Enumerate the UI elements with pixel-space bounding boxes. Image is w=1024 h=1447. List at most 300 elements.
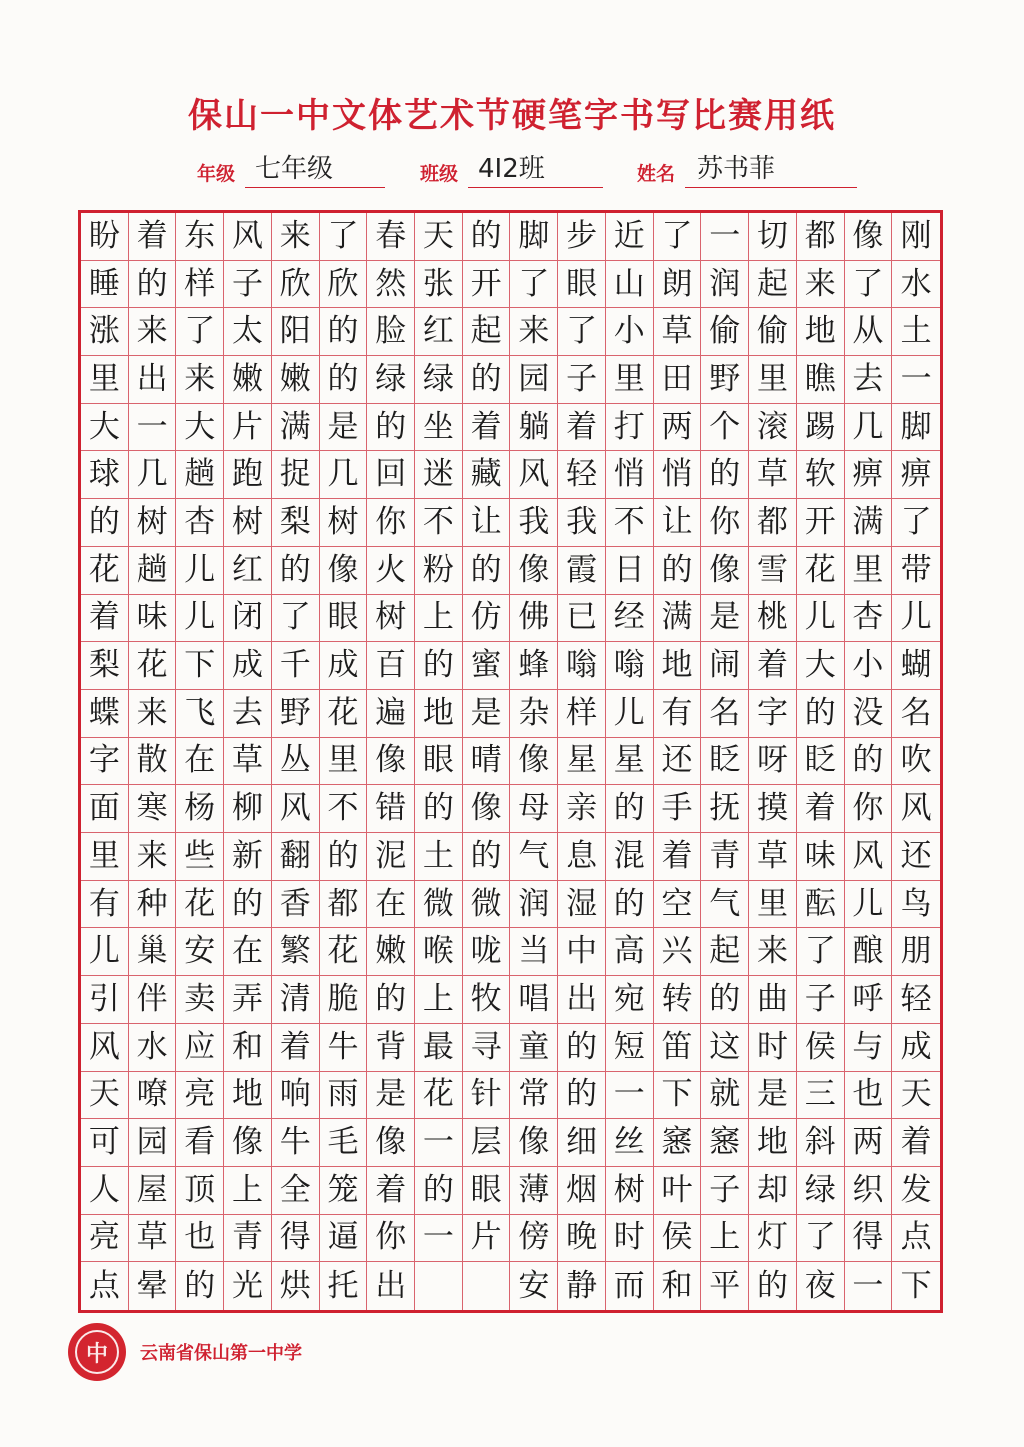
grid-cell: 笛 xyxy=(654,1024,702,1072)
grid-cell: 开 xyxy=(797,499,845,547)
grid-cell: 喉 xyxy=(415,928,463,976)
grid-cell: 微 xyxy=(415,881,463,929)
grid-cell: 托 xyxy=(320,1262,368,1310)
grid-cell: 短 xyxy=(606,1024,654,1072)
grid-cell: 曲 xyxy=(749,976,797,1024)
grid-cell: 眼 xyxy=(558,261,606,309)
grid-cell: 一 xyxy=(845,1262,893,1310)
grid-cell: 野 xyxy=(272,690,320,738)
grid-cell: 花 xyxy=(320,690,368,738)
grid-cell: 是 xyxy=(749,1072,797,1120)
grid-cell: 烟 xyxy=(558,1167,606,1215)
grid-cell: 点 xyxy=(81,1262,129,1310)
grid-cell: 一 xyxy=(701,213,749,261)
grid-cell: 当 xyxy=(510,928,558,976)
grid-cell: 了 xyxy=(797,1215,845,1263)
grid-cell: 酿 xyxy=(845,928,893,976)
grid-cell: 宛 xyxy=(606,976,654,1024)
grid-cell: 星 xyxy=(606,738,654,786)
grid-cell: 背 xyxy=(367,1024,415,1072)
grid-cell: 天 xyxy=(415,213,463,261)
grid-cell: 风 xyxy=(892,785,940,833)
grid-cell: 朋 xyxy=(892,928,940,976)
grid-cell: 和 xyxy=(224,1024,272,1072)
grid-cell: 蝶 xyxy=(81,690,129,738)
grid-cell: 平 xyxy=(701,1262,749,1310)
grid-cell: 近 xyxy=(606,213,654,261)
grid-cell: 捉 xyxy=(272,451,320,499)
grid-cell: 样 xyxy=(558,690,606,738)
grid-cell: 的 xyxy=(415,642,463,690)
grid-cell: 花 xyxy=(129,642,177,690)
grid-cell: 切 xyxy=(749,213,797,261)
grid-cell: 应 xyxy=(176,1024,224,1072)
grid-cell: 巢 xyxy=(129,928,177,976)
grid-cell: 不 xyxy=(415,499,463,547)
grid-cell: 里 xyxy=(749,881,797,929)
grid-cell: 蜜 xyxy=(463,642,511,690)
grid-cell: 混 xyxy=(606,833,654,881)
grid-cell: 亮 xyxy=(176,1072,224,1120)
grid-cell: 是 xyxy=(701,595,749,643)
grid-cell: 了 xyxy=(797,928,845,976)
grid-cell: 的 xyxy=(606,881,654,929)
grid-cell: 叶 xyxy=(654,1167,702,1215)
grid-cell: 而 xyxy=(606,1262,654,1310)
grid-cell: 眨 xyxy=(797,738,845,786)
grid-cell: 的 xyxy=(749,1262,797,1310)
grid-cell: 来 xyxy=(176,356,224,404)
grid-cell: 让 xyxy=(463,499,511,547)
grid-cell: 大 xyxy=(797,642,845,690)
grid-cell: 粉 xyxy=(415,547,463,595)
grid-cell: 满 xyxy=(845,499,893,547)
grid-cell: 趟 xyxy=(129,547,177,595)
grid-cell: 了 xyxy=(272,595,320,643)
grid-cell: 成 xyxy=(320,642,368,690)
grid-cell: 小 xyxy=(606,308,654,356)
grid-cell: 织 xyxy=(845,1167,893,1215)
grid-cell: 柳 xyxy=(224,785,272,833)
grid-cell: 傍 xyxy=(510,1215,558,1263)
grid-cell: 上 xyxy=(224,1167,272,1215)
grid-cell: 里 xyxy=(749,356,797,404)
grid-cell: 的 xyxy=(606,785,654,833)
grid-cell: 悄 xyxy=(606,451,654,499)
grid-cell: 侯 xyxy=(797,1024,845,1072)
name-underline xyxy=(685,187,857,188)
grid-cell: 杏 xyxy=(176,499,224,547)
grid-cell: 佛 xyxy=(510,595,558,643)
grid-cell: 一 xyxy=(129,404,177,452)
grid-cell: 风 xyxy=(845,833,893,881)
grid-cell: 逼 xyxy=(320,1215,368,1263)
grid-cell: 子 xyxy=(797,976,845,1024)
grid-cell: 儿 xyxy=(845,881,893,929)
grid-cell: 静 xyxy=(558,1262,606,1310)
grid-cell: 下 xyxy=(900,1267,932,1304)
grid-cell: 屋 xyxy=(129,1167,177,1215)
grid-cell: 天 xyxy=(892,1072,940,1120)
name-field[interactable] xyxy=(637,152,859,192)
grid-cell: 一 xyxy=(606,1072,654,1120)
grid-cell: 和 xyxy=(654,1262,702,1310)
grid-cell: 成 xyxy=(224,642,272,690)
grid-cell: 天 xyxy=(81,1072,129,1120)
grid-cell: 了 xyxy=(320,213,368,261)
grid-cell: 田 xyxy=(654,356,702,404)
school-seal-icon xyxy=(68,1323,126,1381)
grid-cell: 种 xyxy=(129,881,177,929)
grid-cell: 的 xyxy=(129,261,177,309)
grid-cell: 寻 xyxy=(463,1024,511,1072)
grid-cell: 带 xyxy=(892,547,940,595)
grid-cell: 草 xyxy=(129,1215,177,1263)
grid-cell: 地 xyxy=(654,642,702,690)
grid-cell: 像 xyxy=(510,547,558,595)
grid-cell: 草 xyxy=(224,738,272,786)
grid-cell: 烘 xyxy=(272,1262,320,1310)
grid-cell: 吹 xyxy=(892,738,940,786)
grid-cell: 着 xyxy=(892,1119,940,1167)
name-label: 姓名 xyxy=(637,163,676,185)
grid-cell: 抚 xyxy=(701,785,749,833)
grid-cell: 地 xyxy=(749,1119,797,1167)
grid-cell: 子 xyxy=(558,356,606,404)
grid-cell: 来 xyxy=(272,213,320,261)
grid-cell: 翻 xyxy=(272,833,320,881)
grid-cell: 母 xyxy=(510,785,558,833)
grid-cell: 响 xyxy=(272,1072,320,1120)
grid-cell: 嫩 xyxy=(272,356,320,404)
grid-cell: 的 xyxy=(81,499,129,547)
grid-cell: 香 xyxy=(272,881,320,929)
grid-cell: 卖 xyxy=(176,976,224,1024)
grid-cell: 偷 xyxy=(749,308,797,356)
grid-cell: 看 xyxy=(176,1119,224,1167)
grid-cell: 嗡 xyxy=(558,642,606,690)
grid-cell: 了 xyxy=(654,213,702,261)
grid-cell: 的 xyxy=(320,308,368,356)
grid-cell: 兴 xyxy=(654,928,702,976)
grid-cell: 字 xyxy=(749,690,797,738)
grid-cell: 润 xyxy=(510,881,558,929)
grid-cell: 全 xyxy=(272,1167,320,1215)
grid-cell: 张 xyxy=(415,261,463,309)
grid-cell: 笼 xyxy=(320,1167,368,1215)
grid-cell: 还 xyxy=(654,738,702,786)
grid-cell: 欣 xyxy=(272,261,320,309)
grid-cell: 青 xyxy=(224,1215,272,1263)
grid-cell: 一 xyxy=(415,1119,463,1167)
grid-cell: 咙 xyxy=(463,928,511,976)
grid-cell: 嫩 xyxy=(224,356,272,404)
grid-cell: 光 xyxy=(224,1262,272,1310)
grid-cell: 呼 xyxy=(845,976,893,1024)
grid-cell: 的 xyxy=(272,547,320,595)
writing-grid xyxy=(78,210,943,1313)
grid-cell: 晕 xyxy=(129,1262,177,1310)
grid-cell: 轻 xyxy=(558,451,606,499)
grid-cell: 偷 xyxy=(701,308,749,356)
grid-cell: 的 xyxy=(701,451,749,499)
grid-cell: 软 xyxy=(797,451,845,499)
grid-cell: 青 xyxy=(701,833,749,881)
grid-cell: 遍 xyxy=(367,690,415,738)
grid-cell: 风 xyxy=(272,785,320,833)
grid-cell: 树 xyxy=(367,595,415,643)
grid-cell xyxy=(415,1262,463,1310)
grid-cell: 东 xyxy=(176,213,224,261)
grid-cell: 一 xyxy=(892,356,940,404)
grid-cell: 然 xyxy=(367,261,415,309)
page-title: 保山一中文体艺术节硬笔字书写比赛用纸 xyxy=(188,96,836,136)
grid-cell: 的 xyxy=(463,547,511,595)
grid-cell: 经 xyxy=(606,595,654,643)
grid-cell: 子 xyxy=(701,1167,749,1215)
grid-cell: 里 xyxy=(81,833,129,881)
grid-cell: 藏 xyxy=(463,451,511,499)
grid-cell: 来 xyxy=(797,261,845,309)
grid-cell: 眼 xyxy=(320,595,368,643)
grid-cell: 杂 xyxy=(510,690,558,738)
grid-cell: 瞧 xyxy=(797,356,845,404)
grid-cell: 里 xyxy=(320,738,368,786)
grid-cell: 针 xyxy=(463,1072,511,1120)
grid-cell: 繁 xyxy=(272,928,320,976)
grid-cell: 散 xyxy=(129,738,177,786)
grid-cell: 是 xyxy=(367,1072,415,1120)
grid-cell: 着 xyxy=(463,404,511,452)
grid-cell: 风 xyxy=(224,213,272,261)
grid-cell: 来 xyxy=(129,690,177,738)
grid-cell: 绿 xyxy=(415,356,463,404)
grid-cell: 着 xyxy=(129,213,177,261)
grid-cell: 都 xyxy=(749,499,797,547)
grid-cell: 顶 xyxy=(176,1167,224,1215)
grid-cell: 星 xyxy=(558,738,606,786)
grid-cell: 像 xyxy=(320,547,368,595)
grade-field[interactable] xyxy=(197,152,387,192)
seal-text: 中 xyxy=(75,1330,119,1374)
grid-cell: 几 xyxy=(320,451,368,499)
grid-cell: 的 xyxy=(367,404,415,452)
grid-cell: 树 xyxy=(606,1167,654,1215)
grid-cell: 脆 xyxy=(320,976,368,1024)
grid-cell: 滚 xyxy=(749,404,797,452)
grid-cell: 了 xyxy=(892,499,940,547)
grid-cell: 着 xyxy=(367,1167,415,1215)
grid-cell: 的 xyxy=(797,690,845,738)
grid-cell: 太 xyxy=(224,308,272,356)
grid-cell: 成 xyxy=(892,1024,940,1072)
grid-cell: 地 xyxy=(415,690,463,738)
grid-cell: 桃 xyxy=(749,595,797,643)
grid-cell: 是 xyxy=(320,404,368,452)
grid-cell: 灯 xyxy=(749,1215,797,1263)
grid-cell: 眼 xyxy=(463,1167,511,1215)
grid-cell: 湿 xyxy=(558,881,606,929)
class-field[interactable] xyxy=(420,152,605,192)
grid-cell: 两 xyxy=(654,404,702,452)
grid-cell: 闭 xyxy=(224,595,272,643)
grid-cell: 起 xyxy=(701,928,749,976)
grid-cell: 梨 xyxy=(272,499,320,547)
grid-cell: 从 xyxy=(845,308,893,356)
class-value: 4I2班 xyxy=(478,154,545,184)
grid-cell: 土 xyxy=(892,308,940,356)
grid-cell: 也 xyxy=(176,1215,224,1263)
grid-cell: 安 xyxy=(510,1262,558,1310)
grid-cell: 嫩 xyxy=(367,928,415,976)
grid-cell xyxy=(463,1262,511,1310)
grid-cell: 高 xyxy=(606,928,654,976)
grid-cell: 闹 xyxy=(701,642,749,690)
grid-cell: 摸 xyxy=(749,785,797,833)
grid-cell: 片 xyxy=(463,1215,511,1263)
grid-cell: 侯 xyxy=(654,1215,702,1263)
grid-cell: 像 xyxy=(701,547,749,595)
grid-cell: 息 xyxy=(558,833,606,881)
grid-cell: 杨 xyxy=(176,785,224,833)
grid-cell: 来 xyxy=(749,928,797,976)
grid-cell: 大 xyxy=(176,404,224,452)
grid-cell: 得 xyxy=(272,1215,320,1263)
grid-cell: 已 xyxy=(558,595,606,643)
grid-cell: 你 xyxy=(701,499,749,547)
grid-cell: 树 xyxy=(129,499,177,547)
grid-cell: 你 xyxy=(367,1215,415,1263)
grade-value: 七年级 xyxy=(255,154,334,184)
grid-cell: 树 xyxy=(320,499,368,547)
grid-cell: 水 xyxy=(892,261,940,309)
grid-cell: 也 xyxy=(845,1072,893,1120)
grid-cell: 了 xyxy=(558,308,606,356)
grid-cell: 悄 xyxy=(654,451,702,499)
grid-cell: 晴 xyxy=(463,738,511,786)
grid-cell: 的 xyxy=(463,213,511,261)
grid-cell: 像 xyxy=(463,785,511,833)
grid-cell: 三 xyxy=(797,1072,845,1120)
grid-cell: 打 xyxy=(606,404,654,452)
grid-cell: 日 xyxy=(606,547,654,595)
grid-cell: 盼 xyxy=(81,213,129,261)
grid-cell: 出 xyxy=(367,1262,415,1310)
grid-cell: 着 xyxy=(272,1024,320,1072)
grid-cell: 儿 xyxy=(892,595,940,643)
grid-cell: 儿 xyxy=(81,928,129,976)
grid-cell: 鸟 xyxy=(892,881,940,929)
grid-cell: 大 xyxy=(81,404,129,452)
grid-cell: 回 xyxy=(367,451,415,499)
grid-cell: 地 xyxy=(797,308,845,356)
grid-cell: 开 xyxy=(463,261,511,309)
grid-cell: 草 xyxy=(749,451,797,499)
grid-cell: 朗 xyxy=(654,261,702,309)
grid-cell: 里 xyxy=(606,356,654,404)
grid-cell: 草 xyxy=(654,308,702,356)
grid-cell: 像 xyxy=(510,1119,558,1167)
grid-cell: 躺 xyxy=(510,404,558,452)
grid-cell: 一 xyxy=(415,1215,463,1263)
grid-cell: 有 xyxy=(654,690,702,738)
grid-cell: 轻 xyxy=(892,976,940,1024)
grid-cell: 嗡 xyxy=(606,642,654,690)
grid-cell: 上 xyxy=(415,976,463,1024)
grid-cell: 了 xyxy=(510,261,558,309)
grid-cell: 风 xyxy=(81,1024,129,1072)
grid-cell: 像 xyxy=(367,1119,415,1167)
grid-cell: 像 xyxy=(845,213,893,261)
grid-cell: 的 xyxy=(463,356,511,404)
grid-cell: 下 xyxy=(176,642,224,690)
grid-cell: 味 xyxy=(129,595,177,643)
grid-cell: 霞 xyxy=(558,547,606,595)
grid-cell: 你 xyxy=(367,499,415,547)
grid-cell: 窸 xyxy=(654,1119,702,1167)
grid-cell: 寒 xyxy=(129,785,177,833)
grid-cell: 嘹 xyxy=(129,1072,177,1120)
grid-cell: 刚 xyxy=(892,213,940,261)
grid-cell: 与 xyxy=(845,1024,893,1072)
grid-cell: 的 xyxy=(415,785,463,833)
grid-cell: 在 xyxy=(224,928,272,976)
grid-cell: 薄 xyxy=(510,1167,558,1215)
grid-cell: 的 xyxy=(320,356,368,404)
grid-cell: 红 xyxy=(415,308,463,356)
grid-cell: 儿 xyxy=(176,547,224,595)
grid-cell: 引 xyxy=(81,976,129,1024)
grid-cell: 有 xyxy=(81,881,129,929)
grid-cell: 花 xyxy=(176,881,224,929)
grid-cell: 丛 xyxy=(272,738,320,786)
grid-cell: 空 xyxy=(654,881,702,929)
grid-cell: 坐 xyxy=(415,404,463,452)
grid-cell: 像 xyxy=(367,738,415,786)
grid-cell: 着 xyxy=(81,595,129,643)
grid-cell: 的 xyxy=(845,738,893,786)
grid-cell: 的 xyxy=(415,1167,463,1215)
grid-cell: 飞 xyxy=(176,690,224,738)
grid-cell: 着 xyxy=(654,833,702,881)
grid-cell: 起 xyxy=(463,308,511,356)
grid-cell: 痹 xyxy=(845,451,893,499)
grid-cell: 儿 xyxy=(176,595,224,643)
grid-cell: 毛 xyxy=(320,1119,368,1167)
grid-cell: 呀 xyxy=(749,738,797,786)
grid-cell: 名 xyxy=(892,690,940,738)
grid-cell: 晚 xyxy=(558,1215,606,1263)
grid-cell: 脚 xyxy=(892,404,940,452)
grid-cell: 步 xyxy=(558,213,606,261)
grid-cell: 亲 xyxy=(558,785,606,833)
grid-cell: 的 xyxy=(367,976,415,1024)
grid-cell: 发 xyxy=(892,1167,940,1215)
grid-cell: 花 xyxy=(320,928,368,976)
grid-cell: 都 xyxy=(797,213,845,261)
grid-cell: 还 xyxy=(892,833,940,881)
grid-cell: 最 xyxy=(415,1024,463,1072)
grid-cell: 着 xyxy=(797,785,845,833)
grid-cell: 酝 xyxy=(797,881,845,929)
grid-cell: 脚 xyxy=(510,213,558,261)
grid-cell: 让 xyxy=(654,499,702,547)
class-label: 班级 xyxy=(420,163,459,185)
grid-cell: 像 xyxy=(510,738,558,786)
grid-cell: 不 xyxy=(606,499,654,547)
grid-cell: 气 xyxy=(701,881,749,929)
grid-cell: 在 xyxy=(367,881,415,929)
